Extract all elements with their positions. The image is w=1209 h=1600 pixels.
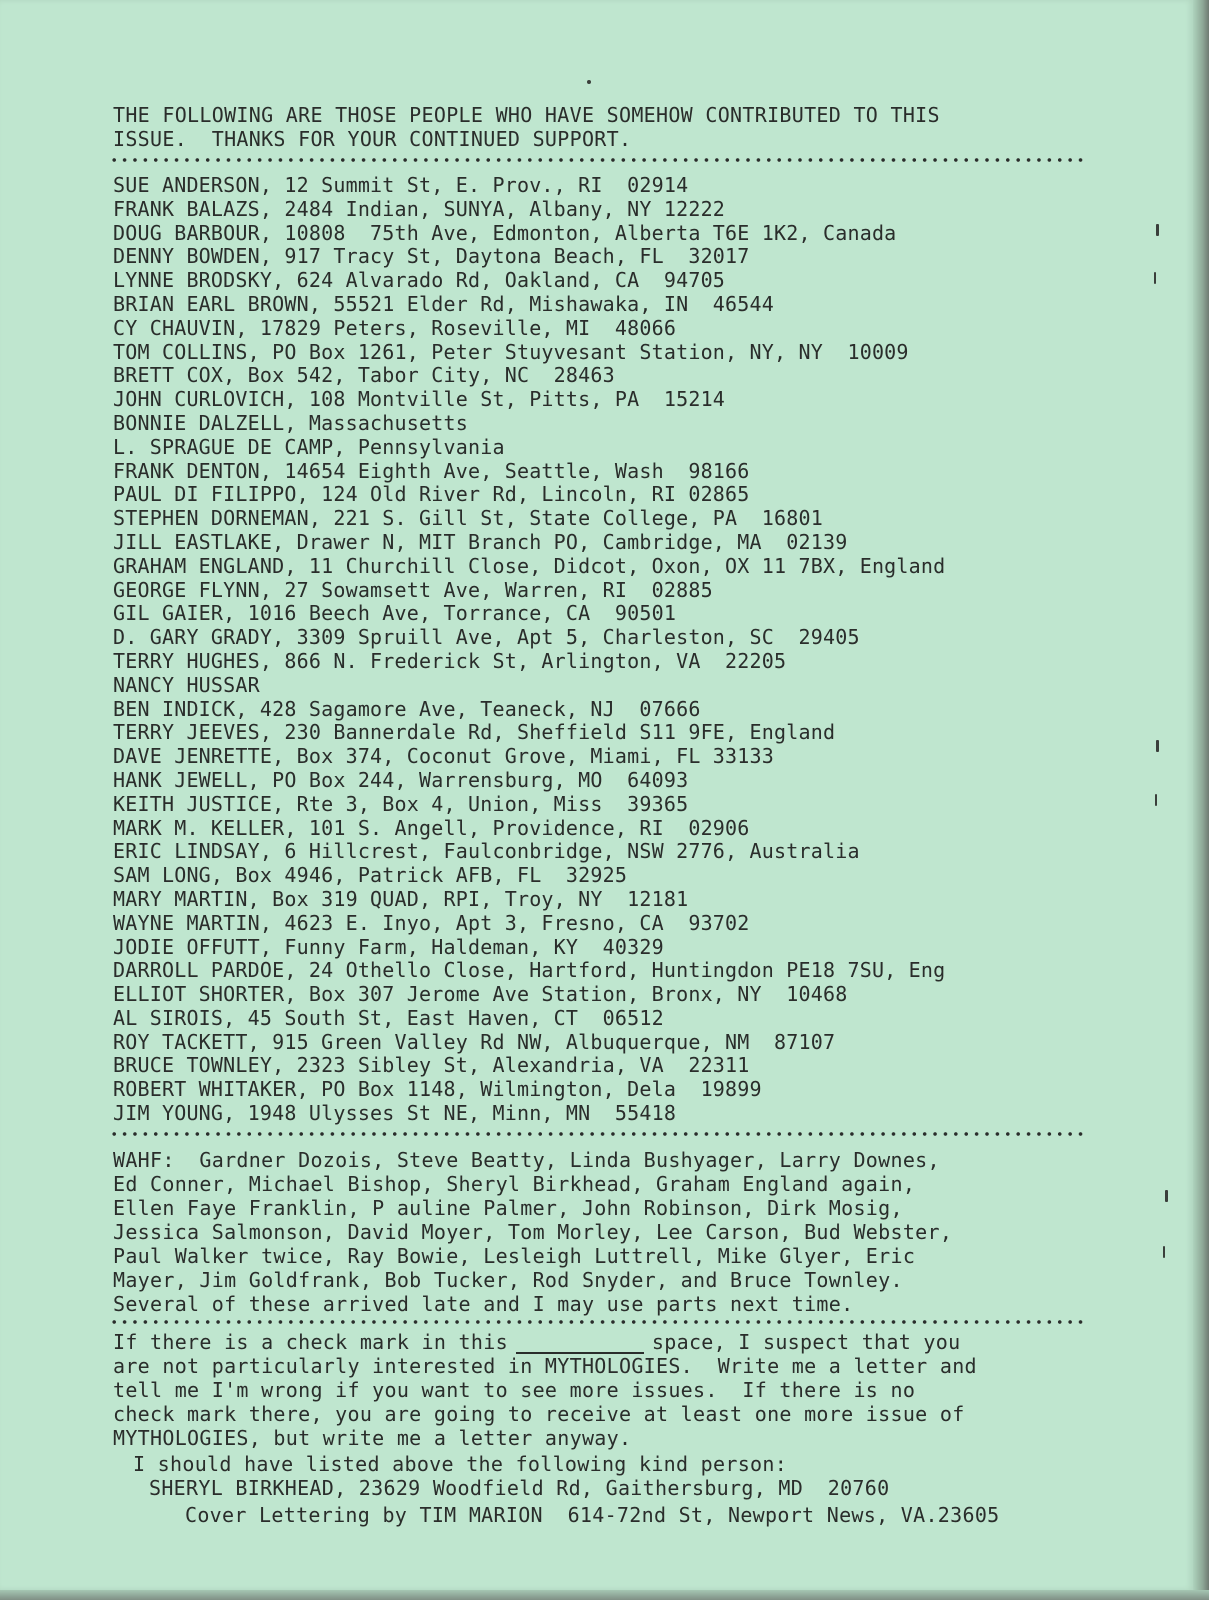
contributor-entry: DOUG BARBOUR, 10808 75th Ave, Edmonton, Alberta T6E 1K2, Canada (113, 220, 897, 245)
contributor-entry: AL SIROIS, 45 South St, East Haven, CT 06512 (113, 1005, 664, 1030)
contributor-entry: BRUCE TOWNLEY, 2323 Sibley St, Alexandria, VA 22311 (113, 1053, 750, 1078)
contributor-entry: ERIC LINDSAY, 6 Hillcrest, Faulconbridge, NSW 2776, Australia (113, 839, 860, 864)
wahf-line: Paul Walker twice, Ray Bowie, Lesleigh Luttrell, Mike Glyer, Eric (113, 1243, 916, 1268)
addendum-address: SHERYL BIRKHEAD, 23629 Woodfield Rd, Gaithersburg, MD 20760 (149, 1475, 890, 1500)
notice-line: check mark there, you are going to receive at least one more issue of (113, 1401, 965, 1426)
contributor-entry: L. SPRAGUE DE CAMP, Pennsylvania (113, 434, 505, 459)
contributor-entry: DENNY BOWDEN, 917 Tracy St, Daytona Beach, FL 32017 (113, 244, 750, 269)
wahf-line: Ed Conner, Michael Bishop, Sheryl Birkhead, Graham England again, (113, 1171, 916, 1196)
contributor-entry: KEITH JUSTICE, Rte 3, Box 4, Union, Miss 39365 (113, 791, 689, 816)
notice-line (113, 1330, 1093, 1354)
contributor-entry: FRANK BALAZS, 2484 Indian, SUNYA, Albany, NY 12222 (113, 196, 726, 221)
intro-line: ISSUE. THANKS FOR YOUR CONTINUED SUPPORT. (113, 127, 632, 151)
contributor-entry: GRAHAM ENGLAND, 11 Churchill Close, Didcot, Oxon, OX 11 7BX, England (113, 553, 946, 578)
wahf-line: Ellen Faye Franklin, P auline Palmer, John Robinson, Dirk Mosig, (113, 1195, 903, 1220)
contributor-entry: GIL GAIER, 1016 Beech Ave, Torrance, CA 90501 (113, 601, 677, 626)
contributor-entry: GEORGE FLYNN, 27 Sowamsett Ave, Warren, RI 02885 (113, 577, 713, 602)
contributor-entry: D. GARY GRADY, 3309 Spruill Ave, Apt 5, Charleston, SC 29405 (113, 625, 860, 650)
notice-line: MYTHOLOGIES, but write me a letter anyway. (113, 1425, 632, 1450)
contributor-entry: HANK JEWELL, PO Box 244, Warrensburg, MO 64093 (113, 767, 689, 792)
typed-sheet (113, 104, 1093, 1528)
wahf-paragraph (113, 1148, 1093, 1316)
contributor-entry: ROY TACKETT, 915 Green Valley Rd NW, Albuquerque, NM 87107 (113, 1029, 836, 1054)
dotted-divider (109, 1128, 1087, 1140)
contributor-entry: STEPHEN DORNEMAN, 221 S. Gill St, State College, PA 16801 (113, 506, 823, 531)
wahf-line: Jessica Salmonson, David Moyer, Tom Morley, Lee Carson, Bud Webster, (113, 1219, 953, 1244)
notice-paragraph (113, 1330, 1093, 1450)
wahf-line: Mayer, Jim Goldfrank, Bob Tucker, Rod Snyder, and Bruce Townley. (113, 1267, 903, 1292)
contributor-entry: CY CHAUVIN, 17829 Peters, Roseville, MI 48066 (113, 315, 677, 340)
contributor-entry: JODIE OFFUTT, Funny Farm, Haldeman, KY 40329 (113, 934, 664, 959)
intro-paragraph (113, 104, 1093, 152)
contributor-entry: WAYNE MARTIN, 4623 E. Inyo, Apt 3, Fresno, CA 93702 (113, 910, 750, 935)
contributor-entry: TERRY HUGHES, 866 N. Frederick St, Arlington, VA 22205 (113, 648, 787, 673)
notice-line: are not particularly interested in MYTHOLOGIES. Write me a letter and (113, 1353, 977, 1378)
staple-mark (1155, 794, 1157, 806)
ink-speck (587, 80, 591, 84)
contributor-entry: MARK M. KELLER, 101 S. Angell, Providence, RI 02906 (113, 815, 750, 840)
dotted-divider (109, 154, 1087, 166)
staple-mark (1156, 740, 1159, 752)
contributor-entry: DARROLL PARDOE, 24 Othello Close, Hartford, Huntingdon PE18 7SU, Eng (113, 958, 946, 983)
contributor-entry: SAM LONG, Box 4946, Patrick AFB, FL 32925 (113, 863, 628, 888)
contributor-entry: DAVE JENRETTE, Box 374, Coconut Grove, Miami, FL 33133 (113, 744, 775, 769)
cover-credit: Cover Lettering by TIM MARION 614-72nd St, Newport News, VA.23605 (185, 1502, 1000, 1527)
notice-text: If there is a check mark in this (113, 1329, 508, 1354)
contributor-entry: JIM YOUNG, 1948 Ulysses St NE, Minn, MN 55418 (113, 1101, 677, 1126)
intro-line: THE FOLLOWING ARE THOSE PEOPLE WHO HAVE SOMEHOW CONTRIBUTED TO THIS (113, 103, 940, 127)
contributor-entry: SUE ANDERSON, 12 Summit St, E. Prov., RI 02914 (113, 173, 689, 197)
addendum-line: I should have listed above the following kind person: (133, 1451, 788, 1476)
dotted-divider (109, 1316, 1087, 1328)
contributor-entry: BRETT COX, Box 542, Tabor City, NC 28463 (113, 363, 615, 388)
contributor-entry: JILL EASTLAKE, Drawer N, MIT Branch PO, Cambridge, MA 02139 (113, 529, 848, 554)
staple-mark (1165, 1190, 1168, 1202)
contributor-entry: NANCY HUSSAR (113, 672, 260, 697)
page-bottom-edge (0, 1590, 1209, 1600)
contributor-entry: LYNNE BRODSKY, 624 Alvarado Rd, Oakland, CA 94705 (113, 268, 726, 293)
contributor-entry: ELLIOT SHORTER, Box 307 Jerome Ave Station, Bronx, NY 10468 (113, 982, 848, 1007)
staple-mark (1163, 1246, 1165, 1258)
contributor-entry: BRIAN EARL BROWN, 55521 Elder Rd, Mishawaka, IN 46544 (113, 291, 775, 316)
contributor-entry: BEN INDICK, 428 Sagamore Ave, Teaneck, NJ 07666 (113, 696, 701, 721)
contributor-entry: BONNIE DALZELL, Massachusetts (113, 410, 468, 435)
contributor-entry: TERRY JEEVES, 230 Bannerdale Rd, Sheffield S11 9FE, England (113, 720, 836, 745)
staple-mark (1154, 272, 1156, 284)
check-mark-blank (516, 1334, 644, 1354)
contributor-entry: MARY MARTIN, Box 319 QUAD, RPI, Troy, NY 12181 (113, 886, 689, 911)
notice-text: space, I suspect that you (651, 1329, 961, 1354)
contributor-entry: TOM COLLINS, PO Box 1261, Peter Stuyvesant Station, NY, NY 10009 (113, 339, 909, 364)
notice-line: tell me I'm wrong if you want to see more issues. If there is no (113, 1377, 916, 1402)
contributor-list (113, 174, 1093, 1126)
addendum (133, 1452, 1093, 1500)
page-edge (1193, 0, 1209, 1600)
contributor-entry: JOHN CURLOVICH, 108 Montville St, Pitts, PA 15214 (113, 387, 726, 412)
wahf-line: WAHF: Gardner Dozois, Steve Beatty, Linda Bushyager, Larry Downes, (113, 1147, 940, 1172)
contributor-entry: PAUL DI FILIPPO, 124 Old River Rd, Lincoln, RI 02865 (113, 482, 750, 507)
contributor-entry: ROBERT WHITAKER, PO Box 1148, Wilmington, Dela 19899 (113, 1077, 762, 1102)
wahf-line: Several of these arrived late and I may use parts next time. (113, 1291, 854, 1316)
staple-mark (1156, 224, 1159, 236)
contributor-entry: FRANK DENTON, 14654 Eighth Ave, Seattle, Wash 98166 (113, 458, 750, 483)
